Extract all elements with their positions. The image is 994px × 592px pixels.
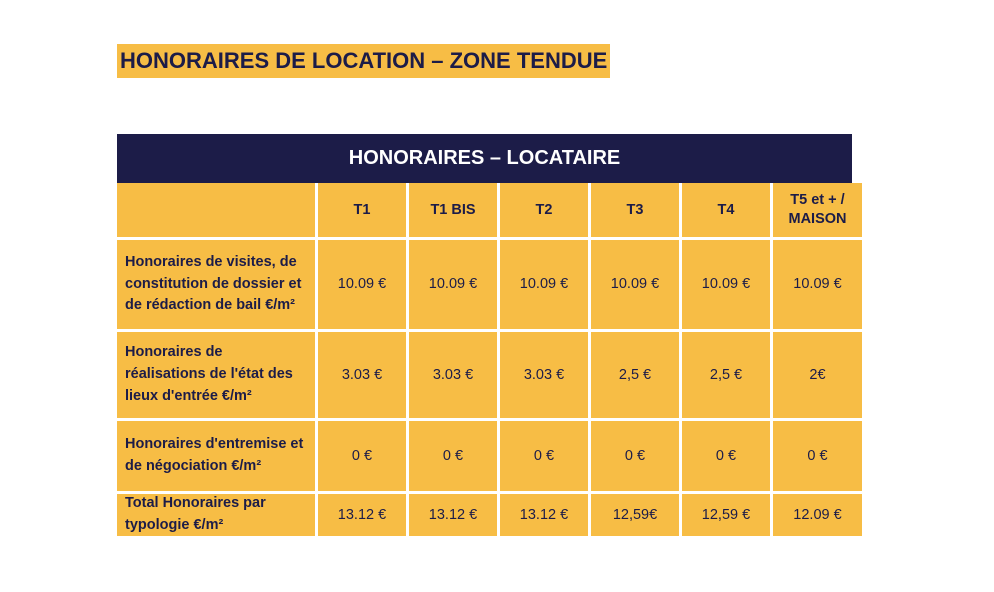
table-cell: 12,59 € — [682, 494, 770, 536]
row-label-entremise: Honoraires d'entremise et de négociation €/m² — [117, 421, 315, 491]
table-cell: 0 € — [682, 421, 770, 491]
row-label-etat-des-lieux: Honoraires de réalisations de l'état des lieux d'entrée €/m² — [117, 332, 315, 418]
table-cell: 13.12 € — [318, 494, 406, 536]
table-cell: 10.09 € — [591, 240, 679, 329]
table-cell: 3.03 € — [500, 332, 588, 418]
table-cell: 13.12 € — [409, 494, 497, 536]
table-cell: 2,5 € — [591, 332, 679, 418]
table-cell: 12.09 € — [773, 494, 862, 536]
column-header-t5-maison: T5 et + / MAISON — [773, 183, 862, 237]
column-header-t3: T3 — [591, 183, 679, 237]
page-title: HONORAIRES DE LOCATION – ZONE TENDUE — [117, 44, 610, 78]
column-header-empty — [117, 183, 315, 237]
column-header-t1-bis: T1 BIS — [409, 183, 497, 237]
table-cell: 10.09 € — [773, 240, 862, 329]
table-cell: 3.03 € — [409, 332, 497, 418]
table-header: HONORAIRES – LOCATAIRE — [117, 134, 852, 183]
table-cell: 0 € — [409, 421, 497, 491]
table-cell: 10.09 € — [409, 240, 497, 329]
table-cell: 12,59€ — [591, 494, 679, 536]
row-label-total: Total Honoraires par typologie €/m² — [117, 494, 315, 536]
table-cell: 13.12 € — [500, 494, 588, 536]
fees-table — [117, 183, 852, 536]
table-cell: 2€ — [773, 332, 862, 418]
table-cell: 2,5 € — [682, 332, 770, 418]
table-cell: 3.03 € — [318, 332, 406, 418]
row-label-visites: Honoraires de visites, de constitution de dossier et de rédaction de bail €/m² — [117, 240, 315, 329]
table-cell: 0 € — [318, 421, 406, 491]
table-cell: 10.09 € — [318, 240, 406, 329]
column-header-t2: T2 — [500, 183, 588, 237]
table-cell: 10.09 € — [500, 240, 588, 329]
table-cell: 0 € — [591, 421, 679, 491]
column-header-t1: T1 — [318, 183, 406, 237]
table-cell: 10.09 € — [682, 240, 770, 329]
column-header-t4: T4 — [682, 183, 770, 237]
table-cell: 0 € — [773, 421, 862, 491]
table-cell: 0 € — [500, 421, 588, 491]
